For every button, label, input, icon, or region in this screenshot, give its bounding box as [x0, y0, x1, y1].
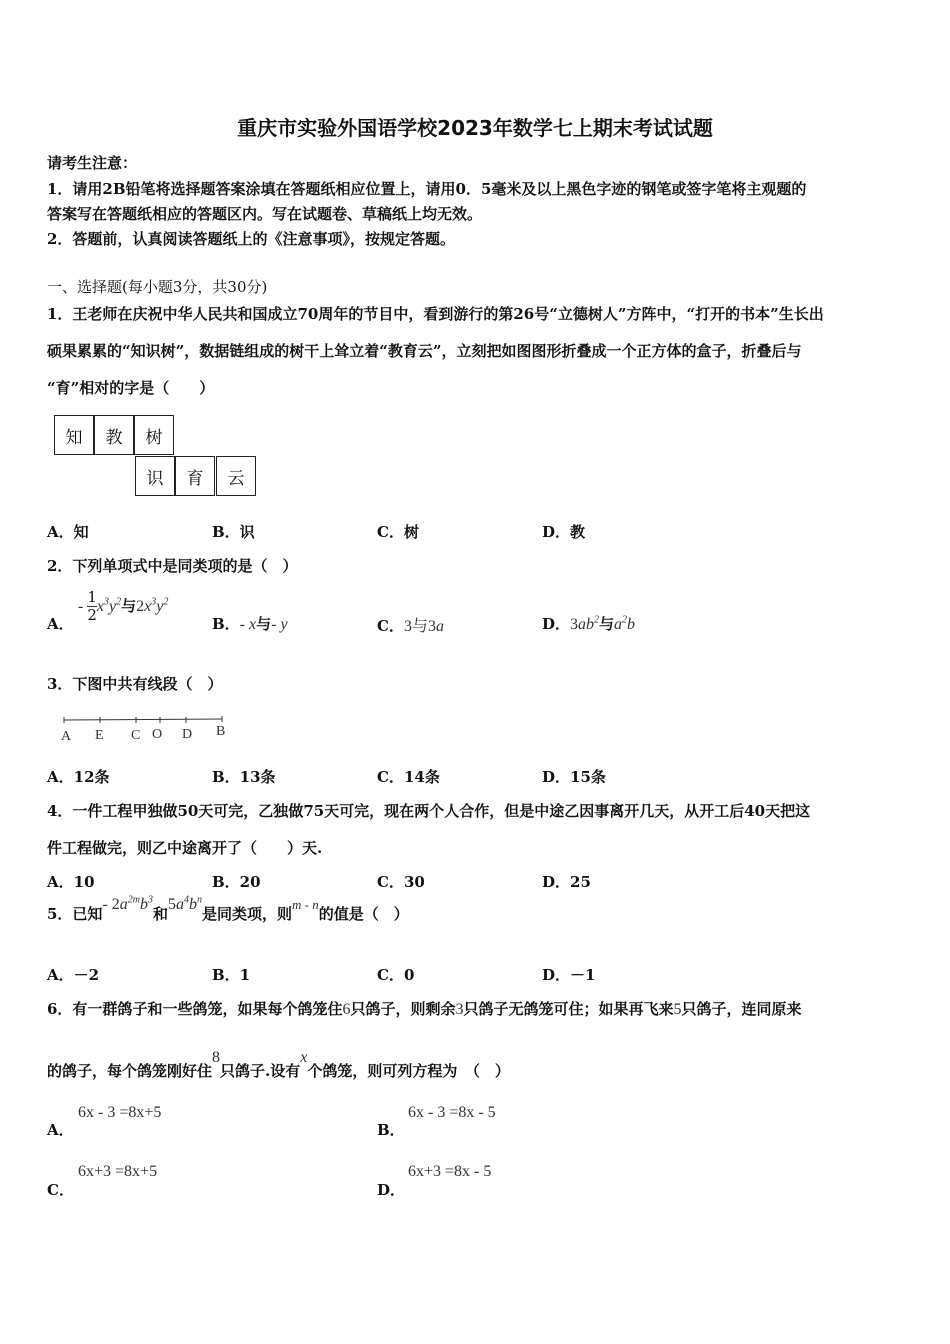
- q6-option-a-equation: 6x - 3 =8x+5: [78, 1104, 162, 1121]
- notice-line-1b: 答案写在答题纸相应的答题区内。写在试题卷、草稿纸上均无效。: [47, 205, 483, 223]
- point-label: A: [61, 729, 72, 744]
- q6-number: 6: [342, 1001, 351, 1018]
- point-label: O: [152, 727, 163, 742]
- q5-mid: 是同类项，则: [202, 905, 293, 923]
- with-word: 与: [121, 597, 137, 615]
- q4-line-2: 件工程做完，则乙中途离开了（ ）天.: [47, 839, 323, 857]
- q5-option-a[interactable]: A．－2: [47, 966, 100, 984]
- q6-text: 只鸽子，则剩余: [350, 1000, 456, 1018]
- q3-option-d[interactable]: D．15条: [542, 768, 606, 786]
- net-cell: 识: [135, 456, 175, 496]
- with-word: 与: [599, 615, 615, 633]
- q4-option-d[interactable]: D．25: [542, 873, 591, 891]
- point-label: C: [131, 728, 141, 743]
- net-cell: 知: [54, 415, 94, 455]
- q3-option-a[interactable]: A．12条: [47, 768, 110, 786]
- q6-option-d-equation: 6x+3 =8x - 5: [408, 1163, 492, 1180]
- q2-option-a-expr: - $\frac{1}{2}$ $x^3y^2$与$2x^3y^2$: [78, 588, 169, 624]
- q6-text: 只鸽子无鸽笼可住；如果再飞来: [463, 1000, 674, 1018]
- with-word: 与: [256, 615, 272, 633]
- q1-option-c[interactable]: C．树: [377, 523, 419, 541]
- q1-option-b[interactable]: B．识: [212, 523, 255, 541]
- segment-line: [64, 719, 222, 720]
- q2-option-d[interactable]: D．$3ab^2$与$a^2b$: [542, 614, 636, 633]
- q5-stem: 5．已知- $2a^{2m}b^3$和$5a^4b^n$是同类项，则m - n的值是（ ）: [47, 894, 409, 923]
- section-heading: 一、选择题(每小题3分，共30分): [47, 278, 268, 296]
- q5-option-c[interactable]: C．0: [377, 966, 415, 984]
- q1-option-a[interactable]: A．知: [47, 523, 89, 541]
- q6-line-2: [47, 1049, 510, 1081]
- notice-line-2: 2．答题前，认真阅读答题纸上的《注意事项》，按规定答题。: [47, 230, 455, 248]
- q6-variable: x: [300, 1049, 308, 1066]
- q1-line-2: 硕果累累的“知识树”，数据链组成的树干上耸立着“教育云”，立刻把如图图形折叠成一个正方体的盒子，折叠后与: [47, 342, 802, 360]
- q5-and: 和: [153, 905, 169, 923]
- q6-text: 只鸽子，连同原来: [681, 1000, 802, 1018]
- q4-line-1: 4．一件工程甲独做50天可完，乙独做75天可完，现在两个人合作，但是中途乙因事离开几天，从开工后40天把这: [47, 802, 811, 820]
- q6-text: 只鸽子.设有: [220, 1062, 301, 1080]
- q6-text: 个鸽笼，则可列方程为 （ ）: [307, 1062, 510, 1080]
- q6-option-d[interactable]: D．: [377, 1181, 406, 1199]
- option-label: D．: [542, 615, 571, 633]
- q5-option-b[interactable]: B．1: [212, 966, 251, 984]
- q6-option-a[interactable]: A．: [47, 1121, 74, 1139]
- net-cell: 教: [94, 415, 134, 455]
- notice-line-1a: 1．请用2B铅笔将选择题答案涂填在答题纸相应位置上，请用0．5毫米及以上黑色字迹的钢笔或签字笔将主观题的: [47, 180, 807, 198]
- q6-text: 的鸽子，每个鸽笼刚好住: [47, 1062, 213, 1080]
- net-cell: 云: [216, 456, 256, 496]
- option-label: B．: [212, 615, 240, 633]
- q1-line-3: “育”相对的字是（ ）: [47, 379, 215, 397]
- q3-option-b[interactable]: B．13条: [212, 768, 276, 786]
- net-cell: 育: [175, 456, 215, 496]
- q4-option-c[interactable]: C．30: [377, 873, 425, 891]
- option-c-text: 3与3: [403, 618, 436, 635]
- q6-number: 3: [455, 1001, 464, 1018]
- q1-option-d[interactable]: D．教: [542, 523, 586, 541]
- q1-line-1: 1．王老师在庆祝中华人民共和国成立70周年的节目中，看到游行的第26号“立德树人”方阵中，“打开的书本”生长出: [47, 305, 824, 323]
- q4-option-b[interactable]: B．20: [212, 873, 261, 891]
- q6-option-c[interactable]: C．: [47, 1181, 74, 1199]
- q3-option-c[interactable]: C．14条: [377, 768, 440, 786]
- option-label: C．: [377, 617, 404, 635]
- notice-heading: 请考生注意：: [47, 154, 138, 172]
- q6-option-b[interactable]: B．: [377, 1121, 405, 1139]
- q2-option-c[interactable]: C．3与3a: [377, 617, 444, 635]
- net-cell: 树: [134, 415, 174, 455]
- q6-number: 8: [212, 1049, 221, 1066]
- q5-option-d[interactable]: D．－1: [542, 966, 596, 984]
- q6-line-1: [47, 998, 802, 1019]
- q2-option-b[interactable]: B．- x与- y: [212, 615, 288, 633]
- q6-text: 6．有一群鸽子和一些鸽笼，如果每个鸽笼住: [47, 1000, 343, 1018]
- segment-figure: [58, 712, 238, 746]
- point-label: E: [95, 728, 104, 743]
- q2-stem: 2．下列单项式中是同类项的是（ ）: [47, 557, 298, 575]
- q6-option-c-equation: 6x+3 =8x+5: [78, 1163, 158, 1180]
- point-label: B: [216, 724, 226, 739]
- fraction-denominator: 2: [87, 606, 97, 624]
- q6-number: 5: [673, 1001, 682, 1018]
- q2-option-a[interactable]: [47, 613, 74, 634]
- page-title: 重庆市实验外国语学校2023年数学七上期末考试试题: [237, 116, 713, 140]
- q6-option-b-equation: 6x - 3 =8x - 5: [408, 1104, 496, 1121]
- option-label: A．: [47, 615, 74, 633]
- q5-prefix: 5．已知: [47, 905, 103, 923]
- point-label: D: [182, 727, 193, 742]
- q5-suffix: 的值是（ ）: [318, 905, 409, 923]
- q4-option-a[interactable]: A．10: [47, 873, 95, 891]
- fraction-numerator: 1: [87, 588, 97, 606]
- q3-stem: 3．下图中共有线段（ ）: [47, 675, 223, 693]
